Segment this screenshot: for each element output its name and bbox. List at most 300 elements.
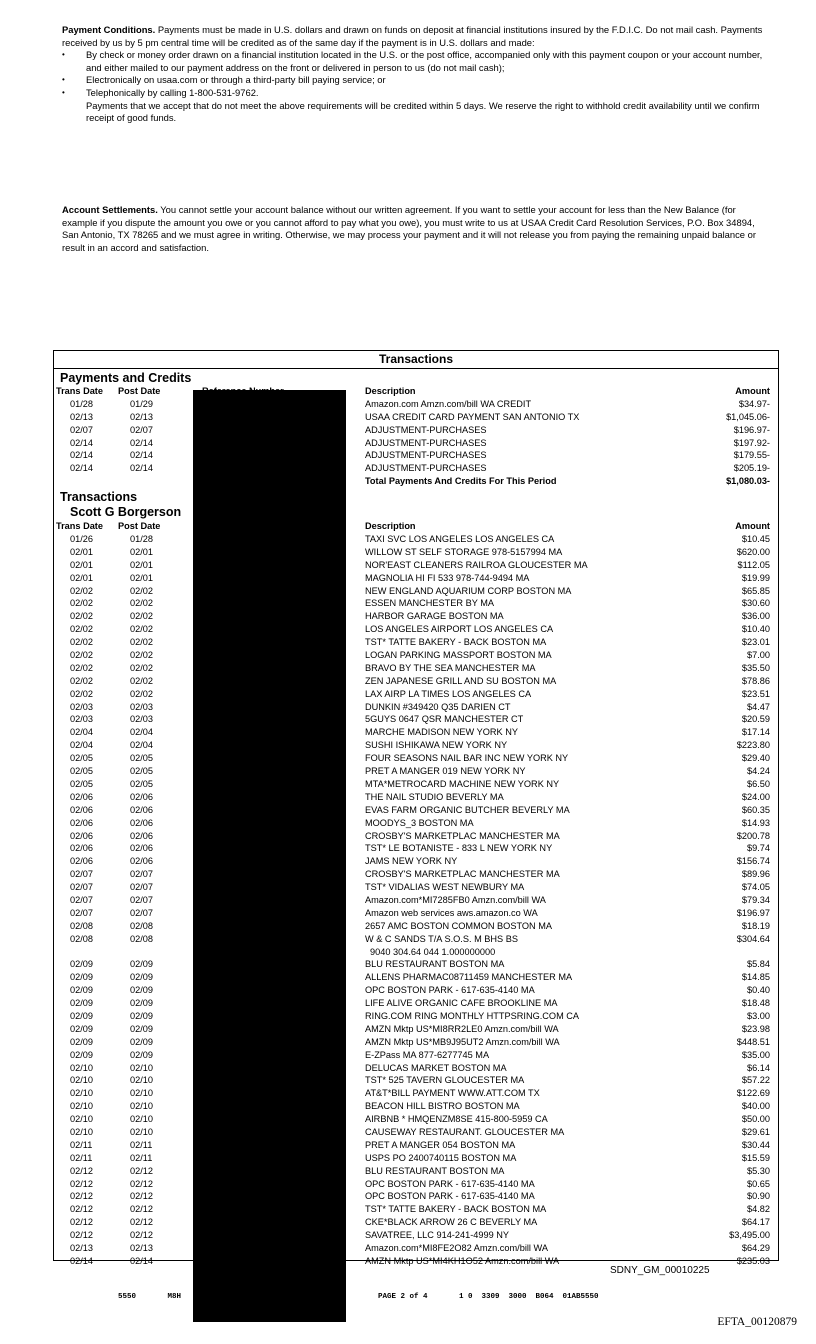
transaction-row [54, 424, 778, 437]
description: CAUSEWAY RESTAURANT. GLOUCESTER MA [365, 1126, 565, 1137]
post-date: 02/08 [130, 933, 153, 944]
description: ADJUSTMENT-PURCHASES [365, 463, 487, 474]
transaction-row [54, 1139, 778, 1152]
transactions-rows [54, 533, 778, 1268]
trans-date: 02/13 [70, 411, 93, 422]
trans-date: 02/04 [70, 740, 93, 751]
post-date: 02/11 [130, 1139, 153, 1150]
post-date: 02/01 [130, 559, 153, 570]
description: DUNKIN #349420 Q35 DARIEN CT [365, 701, 511, 712]
post-date: 02/09 [130, 1036, 153, 1047]
amount: $79.34 [741, 894, 770, 905]
trans-date: 02/14 [70, 450, 93, 461]
transaction-row [54, 984, 778, 997]
post-date: 02/12 [130, 1165, 153, 1176]
transaction-row [54, 1152, 778, 1165]
post-date: 02/12 [130, 1191, 153, 1202]
post-date: 01/28 [130, 534, 153, 545]
amount: $15.59 [741, 1152, 770, 1163]
trans-date: 02/14 [70, 1255, 93, 1266]
col-amount: Amount [735, 386, 770, 396]
trans-date: 02/05 [70, 766, 93, 777]
trans-date: 02/07 [70, 894, 93, 905]
transaction-row [54, 437, 778, 450]
amount: $223.80 [736, 740, 770, 751]
transaction-row [54, 701, 778, 714]
trans-date: 02/08 [70, 920, 93, 931]
description: FOUR SEASONS NAIL BAR INC NEW YORK NY [365, 753, 569, 764]
amount: $235.03 [736, 1255, 770, 1266]
trans-date: 02/06 [70, 843, 93, 854]
amount: $205.19- [733, 463, 770, 474]
trans-date: 02/02 [70, 598, 93, 609]
description: ADJUSTMENT-PURCHASES [365, 450, 487, 461]
transactions-title: Transactions [54, 351, 778, 369]
transaction-row [54, 726, 778, 739]
payment-conditions-intro: Payment Conditions. Payments must be made in U.S. dollars and drawn on funds on deposit at financial institutions insured by the F.D.I.C. Do not mail cash. Payments received by us by 5 pm central time will be credited as of the same day if the payment is in U.S. dollars and made: [62, 24, 763, 48]
post-date: 02/12 [130, 1217, 153, 1228]
transaction-row [54, 752, 778, 765]
transaction-row [54, 907, 778, 920]
transaction-row [54, 855, 778, 868]
transaction-row [54, 997, 778, 1010]
trans-date: 02/09 [70, 972, 93, 983]
description: AMZN Mktp US*MI8RR2LE0 Amzn.com/bill WA [365, 1023, 559, 1034]
amount: $40.00 [741, 1101, 770, 1112]
post-date: 02/13 [130, 411, 153, 422]
trans-date: 02/06 [70, 856, 93, 867]
trans-date: 02/07 [70, 882, 93, 893]
transaction-row [54, 662, 778, 675]
description: OPC BOSTON PARK - 617-635-4140 MA [365, 1178, 535, 1189]
trans-date: 02/03 [70, 701, 93, 712]
transaction-row [54, 610, 778, 623]
transaction-row [54, 449, 778, 462]
amount: $29.40 [741, 753, 770, 764]
account-settlements [62, 204, 772, 254]
transaction-row [54, 649, 778, 662]
col-trans-date: Trans Date [56, 386, 103, 396]
transaction-row [54, 713, 778, 726]
footer-page-info: PAGE 2 of 4 1 0 3309 3000 B064 01AB5550 [378, 1293, 599, 1301]
transaction-row [54, 1023, 778, 1036]
description: Amazon.com*MI8FE2O82 Amzn.com/bill WA [365, 1243, 548, 1253]
redaction-bar [193, 390, 346, 1322]
transactions-header [54, 520, 778, 533]
transaction-row [54, 1074, 778, 1087]
description: MOODYS_3 BOSTON MA [365, 817, 474, 828]
post-date: 02/02 [130, 675, 153, 686]
amount: $50.00 [741, 1114, 770, 1125]
amount: $6.14 [747, 1062, 770, 1073]
amount: $112.05 [737, 559, 770, 570]
post-date: 02/07 [130, 882, 153, 893]
post-date: 02/09 [130, 998, 153, 1009]
payments-credits-header [54, 385, 778, 398]
description: MTA*METROCARD MACHINE NEW YORK NY [365, 778, 560, 789]
description: AMZN Mktp US*MB9J95UT2 Amzn.com/bill WA [365, 1036, 560, 1047]
post-date: 02/12 [130, 1204, 153, 1215]
payment-conditions-closing: Payments that we accept that do not meet the above requirements will be credited within 5 days. We reserve the right to withhold credit availability until we confirm receipt of good funds. [86, 99, 760, 124]
amount: $35.00 [741, 1049, 770, 1060]
transaction-row [54, 1165, 778, 1178]
payment-method-item: • Electronically on usaa.com or through a third-party bill paying service; or [62, 74, 772, 87]
amount: $74.05 [741, 882, 770, 893]
trans-date: 02/10 [70, 1088, 93, 1099]
description: SUSHI ISHIKAWA NEW YORK NY [365, 740, 508, 751]
trans-date: 02/14 [70, 437, 93, 448]
amount: $60.35 [741, 804, 770, 815]
transaction-row [54, 933, 778, 946]
description: THE NAIL STUDIO BEVERLY MA [365, 791, 504, 802]
description: LIFE ALIVE ORGANIC CAFE BROOKLINE MA [365, 998, 558, 1009]
amount: $4.24 [747, 766, 770, 777]
post-date: 02/07 [130, 907, 153, 918]
description: WILLOW ST SELF STORAGE 978-5157994 MA [365, 546, 563, 557]
amount: $19.99 [741, 572, 770, 583]
amount: $200.78 [736, 830, 770, 841]
post-date: 02/05 [130, 766, 153, 777]
amount: $4.47 [747, 701, 770, 712]
amount: $78.86 [741, 675, 770, 686]
transaction-row [54, 842, 778, 855]
amount: $9.74 [747, 843, 770, 854]
trans-date: 02/04 [70, 727, 93, 738]
post-date: 02/08 [130, 920, 153, 931]
trans-date: 02/13 [70, 1243, 93, 1253]
post-date: 02/14 [130, 437, 153, 448]
description: ZEN JAPANESE GRILL AND SU BOSTON MA [365, 675, 557, 686]
trans-date: 02/06 [70, 830, 93, 841]
trans-date: 02/12 [70, 1191, 93, 1202]
transaction-row [54, 881, 778, 894]
amount: $18.19 [741, 920, 770, 931]
post-date: 02/13 [130, 1243, 153, 1253]
description: PRET A MANGER 054 BOSTON MA [365, 1139, 516, 1150]
post-date: 02/02 [130, 650, 153, 661]
trans-date: 02/09 [70, 959, 93, 970]
trans-date: 02/06 [70, 817, 93, 828]
trans-date: 02/09 [70, 985, 93, 996]
post-date: 02/06 [130, 830, 153, 841]
transaction-row [54, 1036, 778, 1049]
transaction-row [54, 398, 778, 411]
amount: $179.55- [733, 450, 770, 461]
post-date: 02/09 [130, 985, 153, 996]
amount: $65.85 [741, 585, 770, 596]
description: EVAS FARM ORGANIC BUTCHER BEVERLY MA [365, 804, 570, 815]
description: CROSBY'S MARKETPLAC MANCHESTER MA [365, 830, 560, 841]
transaction-row [54, 546, 778, 559]
transaction-row [54, 1062, 778, 1075]
payment-method-item: • Telephonically by calling 1-800-531-9762. [62, 87, 772, 100]
amount: $30.44 [741, 1139, 770, 1150]
transaction-continuation [54, 946, 778, 959]
description: RING.COM RING MONTHLY HTTPSRING.COM CA [365, 1010, 580, 1021]
transactions-heading: Transactions [60, 490, 138, 505]
trans-date: 02/01 [70, 572, 93, 583]
description: Amazon.com Amzn.com/bill WA CREDIT [365, 398, 532, 409]
description: TST* TATTE BAKERY - BACK BOSTON MA [365, 637, 547, 648]
trans-date: 02/10 [70, 1101, 93, 1112]
post-date: 02/01 [130, 572, 153, 583]
description: TST* LE BOTANISTE - 833 L NEW YORK NY [365, 843, 553, 854]
col-amount: Amount [735, 521, 770, 532]
trans-date: 02/02 [70, 688, 93, 699]
trans-date: 02/11 [70, 1139, 93, 1150]
amount: $64.29 [741, 1243, 770, 1253]
trans-date: 02/09 [70, 1049, 93, 1060]
amount: $23.98 [741, 1023, 770, 1034]
trans-date: 02/09 [70, 1023, 93, 1034]
transaction-row [54, 636, 778, 649]
amount: $196.97 [736, 907, 770, 918]
post-date: 02/06 [130, 817, 153, 828]
trans-date: 02/08 [70, 933, 93, 944]
description: W & C SANDS T/A S.O.S. M BHS BS [365, 933, 518, 944]
description: LOGAN PARKING MASSPORT BOSTON MA [365, 650, 552, 661]
post-date: 02/07 [130, 424, 153, 435]
transaction-row [54, 765, 778, 778]
footer-code-left: 5550 M8H [118, 1293, 182, 1301]
transaction-row [54, 894, 778, 907]
trans-date: 02/06 [70, 804, 93, 815]
amount: $24.00 [741, 791, 770, 802]
transaction-row [54, 1010, 778, 1023]
total-amount: $1,080.03- [726, 476, 770, 487]
post-date: 02/07 [130, 869, 153, 880]
post-date: 02/14 [130, 1255, 153, 1266]
description: TAXI SVC LOS ANGELES LOS ANGELES CA [365, 534, 555, 545]
account-settlements-heading: Account Settlements. [62, 204, 158, 215]
description: CROSBY'S MARKETPLAC MANCHESTER MA [365, 869, 560, 880]
post-date: 02/09 [130, 972, 153, 983]
description: BLU RESTAURANT BOSTON MA [365, 959, 505, 970]
cardholder-name: Scott G Borgerson [70, 505, 182, 520]
amount: $3,495.00 [729, 1230, 770, 1241]
post-date: 02/12 [130, 1178, 153, 1189]
transaction-row [54, 817, 778, 830]
description: TST* TATTE BAKERY - BACK BOSTON MA [365, 1204, 547, 1215]
trans-date: 02/10 [70, 1075, 93, 1086]
amount: $3.00 [747, 1010, 770, 1021]
transaction-row [54, 585, 778, 598]
trans-date: 02/10 [70, 1126, 93, 1137]
trans-date: 02/07 [70, 907, 93, 918]
amount: $20.59 [741, 714, 770, 725]
post-date: 02/10 [130, 1075, 153, 1086]
trans-date: 02/10 [70, 1062, 93, 1073]
efta-number: EFTA_00120879 [717, 1316, 797, 1328]
transaction-row [54, 1203, 778, 1216]
post-date: 02/09 [130, 1023, 153, 1034]
amount: $57.22 [741, 1075, 770, 1086]
trans-date: 02/02 [70, 637, 93, 648]
amount: $0.65 [747, 1178, 770, 1189]
trans-date: 02/02 [70, 675, 93, 686]
transaction-row [54, 920, 778, 933]
transaction-row [54, 1049, 778, 1062]
amount: $35.50 [741, 662, 770, 673]
description: MARCHE MADISON NEW YORK NY [365, 727, 518, 738]
amount: $6.50 [747, 778, 770, 789]
description: AIRBNB * HMQENZM8SE 415-800-5959 CA [365, 1114, 548, 1125]
transaction-row [54, 1242, 778, 1255]
transaction-row [54, 559, 778, 572]
transaction-row [54, 675, 778, 688]
trans-date: 02/10 [70, 1114, 93, 1125]
trans-date: 02/02 [70, 585, 93, 596]
total-label: Total Payments And Credits For This Period [365, 476, 557, 487]
transaction-row [54, 1100, 778, 1113]
transaction-row [54, 1113, 778, 1126]
post-date: 02/04 [130, 740, 153, 751]
post-date: 02/03 [130, 701, 153, 712]
col-post-date: Post Date [118, 386, 161, 396]
post-date: 02/06 [130, 791, 153, 802]
trans-date: 02/12 [70, 1204, 93, 1215]
amount: $7.00 [747, 650, 770, 661]
description: ADJUSTMENT-PURCHASES [365, 424, 487, 435]
transaction-row [54, 1190, 778, 1203]
amount: $1,045.06- [726, 411, 770, 422]
col-description: Description [365, 386, 416, 396]
account-settlements-body: You cannot settle your account balance without our written agreement. If you want to settle your account for less than the New Balance (for example if you dispute the amount you owe or you cannot afford to pay what you owe), you must write to us at USAA Credit Card Resolution Services, P.O. Box 34894, San Antonio, TX 78265 and we must agree in writing. Otherwise, we may process your payment and it will not release you from paying the remaining unpaid balance or result in an accord and satisfaction. [62, 204, 756, 253]
amount: $89.96 [741, 869, 770, 880]
post-date: 02/09 [130, 959, 153, 970]
description: BEACON HILL BISTRO BOSTON MA [365, 1101, 520, 1112]
post-date: 02/04 [130, 727, 153, 738]
post-date: 02/01 [130, 546, 153, 557]
amount: $29.61 [741, 1126, 770, 1137]
trans-date: 02/03 [70, 714, 93, 725]
description: JAMS NEW YORK NY [365, 856, 458, 867]
description: NOR'EAST CLEANERS RAILROA GLOUCESTER MA [365, 559, 588, 570]
continuation-text: 9040 304.64 044 1.000000000 [370, 946, 496, 957]
amount: $18.48 [741, 998, 770, 1009]
trans-date: 02/02 [70, 662, 93, 673]
post-date: 02/14 [130, 463, 153, 474]
description: ESSEN MANCHESTER BY MA [365, 598, 494, 609]
amount: $10.45 [741, 534, 770, 545]
description: AT&T*BILL PAYMENT WWW.ATT.COM TX [365, 1088, 540, 1099]
description: CKE*BLACK ARROW 26 C BEVERLY MA [365, 1217, 538, 1228]
description: AMZN Mktp US*MI4KH1O52 Amzn.com/bill WA [365, 1255, 560, 1266]
amount: $10.40 [741, 624, 770, 635]
description: DELUCAS MARKET BOSTON MA [365, 1062, 507, 1073]
post-date: 02/10 [130, 1062, 153, 1073]
trans-date: 02/05 [70, 778, 93, 789]
amount: $196.97- [733, 424, 770, 435]
trans-date: 02/02 [70, 624, 93, 635]
transaction-row [54, 804, 778, 817]
description: MAGNOLIA HI FI 533 978-744-9494 MA [365, 572, 530, 583]
description: NEW ENGLAND AQUARIUM CORP BOSTON MA [365, 585, 572, 596]
description: SAVATREE, LLC 914-241-4999 NY [365, 1230, 510, 1241]
trans-date: 02/12 [70, 1217, 93, 1228]
description: OPC BOSTON PARK - 617-635-4140 MA [365, 985, 535, 996]
transaction-row [54, 411, 778, 424]
description: 2657 AMC BOSTON COMMON BOSTON MA [365, 920, 553, 931]
description: BLU RESTAURANT BOSTON MA [365, 1165, 505, 1176]
description: PRET A MANGER 019 NEW YORK NY [365, 766, 526, 777]
trans-date: 02/12 [70, 1165, 93, 1176]
post-date: 02/03 [130, 714, 153, 725]
post-date: 02/10 [130, 1114, 153, 1125]
post-date: 02/07 [130, 894, 153, 905]
transactions-box [53, 350, 779, 1266]
transaction-row [54, 533, 778, 546]
amount: $14.85 [741, 972, 770, 983]
transaction-row [54, 688, 778, 701]
trans-date: 02/02 [70, 650, 93, 661]
post-date: 02/02 [130, 637, 153, 648]
amount: $34.97- [738, 398, 770, 409]
col-trans-date: Trans Date [56, 521, 103, 532]
trans-date: 02/12 [70, 1178, 93, 1189]
amount: $197.92- [733, 437, 770, 448]
post-date: 02/05 [130, 753, 153, 764]
description: TST* 525 TAVERN GLOUCESTER MA [365, 1075, 525, 1086]
transaction-row [54, 623, 778, 636]
amount: $0.40 [747, 985, 770, 996]
description: ALLENS PHARMAC08711459 MANCHESTER MA [365, 972, 573, 983]
trans-date: 01/28 [70, 398, 93, 409]
description: BRAVO BY THE SEA MANCHESTER MA [365, 662, 536, 673]
transaction-row [54, 868, 778, 881]
post-date: 02/06 [130, 804, 153, 815]
trans-date: 02/01 [70, 559, 93, 570]
post-date: 02/06 [130, 843, 153, 854]
amount: $30.60 [741, 598, 770, 609]
description: ADJUSTMENT-PURCHASES [365, 437, 487, 448]
post-date: 02/06 [130, 856, 153, 867]
amount: $23.51 [741, 688, 770, 699]
col-post-date: Post Date [118, 521, 161, 532]
description: Amazon web services aws.amazon.co WA [365, 907, 538, 918]
amount: $304.64 [736, 933, 770, 944]
payments-credits-heading: Payments and Credits [60, 371, 192, 385]
transaction-row [54, 830, 778, 843]
transaction-row [54, 791, 778, 804]
amount: $17.14 [741, 727, 770, 738]
transaction-row [54, 1087, 778, 1100]
description: USAA CREDIT CARD PAYMENT SAN ANTONIO TX [365, 411, 580, 422]
transaction-row [54, 1216, 778, 1229]
transaction-row [54, 1229, 778, 1242]
trans-date: 02/14 [70, 463, 93, 474]
transaction-row [54, 1178, 778, 1191]
post-date: 02/09 [130, 1049, 153, 1060]
amount: $0.90 [747, 1191, 770, 1202]
trans-date: 02/09 [70, 1010, 93, 1021]
post-date: 02/02 [130, 688, 153, 699]
post-date: 02/14 [130, 450, 153, 461]
post-date: 02/10 [130, 1101, 153, 1112]
amount: $4.82 [747, 1204, 770, 1215]
description: HARBOR GARAGE BOSTON MA [365, 611, 504, 622]
amount: $36.00 [741, 611, 770, 622]
post-date: 02/02 [130, 598, 153, 609]
post-date: 02/10 [130, 1088, 153, 1099]
trans-date: 02/09 [70, 998, 93, 1009]
amount: $448.51 [736, 1036, 770, 1047]
description: TST* VIDALIAS WEST NEWBURY MA [365, 882, 525, 893]
trans-date: 02/09 [70, 1036, 93, 1047]
transaction-row [54, 1126, 778, 1139]
payment-method-item: • By check or money order drawn on a financial institution located in the U.S. or the post office, accompanied only with this payment coupon or your account number, and either mailed to our payment address on the front or delivered in person to us (do not mail cash); [62, 49, 772, 74]
transaction-row [54, 739, 778, 752]
